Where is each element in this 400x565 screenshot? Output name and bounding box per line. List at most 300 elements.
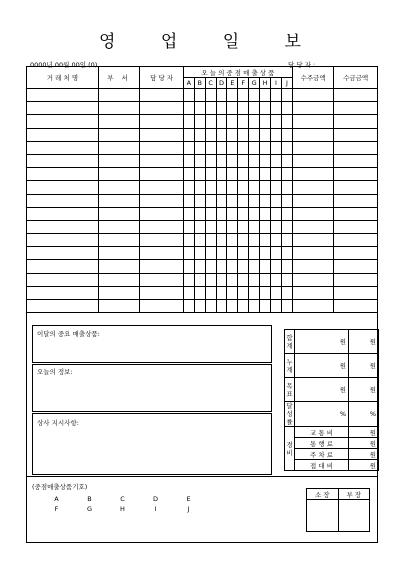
table-cell[interactable] — [98, 141, 139, 154]
table-cell[interactable] — [216, 286, 227, 299]
table-cell[interactable] — [205, 300, 216, 313]
table-cell[interactable] — [183, 234, 194, 247]
table-cell[interactable] — [194, 234, 205, 247]
col-client: 거 래 처 명 — [27, 67, 99, 89]
table-cell[interactable] — [249, 194, 260, 207]
table-cell[interactable] — [281, 181, 292, 194]
table-cell[interactable] — [216, 154, 227, 167]
table-cell[interactable] — [98, 286, 139, 299]
table-cell[interactable] — [205, 194, 216, 207]
table-cell[interactable] — [183, 220, 194, 233]
table-cell[interactable] — [271, 168, 282, 181]
table-cell[interactable] — [249, 273, 260, 286]
product-codes-heading: (중점매출상품기호) — [32, 483, 88, 491]
table-cell[interactable] — [194, 141, 205, 154]
table-cell[interactable] — [194, 247, 205, 260]
target-won-2: 원 — [349, 378, 379, 402]
total-won-2: 원 — [349, 330, 379, 354]
table-cell[interactable] — [238, 128, 249, 141]
expense-parking: 주 차 료 — [295, 449, 349, 460]
table-cell[interactable] — [205, 128, 216, 141]
table-cell[interactable] — [194, 168, 205, 181]
table-cell[interactable] — [249, 154, 260, 167]
table-cell[interactable] — [238, 260, 249, 273]
table-cell[interactable] — [194, 273, 205, 286]
table-cell[interactable] — [98, 300, 139, 313]
table-row — [27, 273, 378, 286]
table-cell[interactable] — [249, 207, 260, 220]
table-cell[interactable] — [271, 115, 282, 128]
table-cell[interactable] — [140, 194, 184, 207]
table-cell[interactable] — [238, 115, 249, 128]
table-cell[interactable] — [249, 300, 260, 313]
table-cell[interactable] — [281, 102, 292, 115]
table-cell[interactable] — [98, 194, 139, 207]
table-cell[interactable] — [98, 102, 139, 115]
table-cell[interactable] — [334, 234, 378, 247]
table-cell[interactable] — [140, 273, 184, 286]
table-cell[interactable] — [27, 234, 99, 247]
table-cell[interactable] — [292, 141, 333, 154]
table-cell[interactable] — [238, 207, 249, 220]
table-cell[interactable] — [140, 168, 184, 181]
table-cell[interactable] — [183, 141, 194, 154]
table-cell[interactable] — [140, 260, 184, 273]
table-cell[interactable] — [249, 181, 260, 194]
table-cell[interactable] — [281, 194, 292, 207]
table-cell[interactable] — [249, 89, 260, 102]
table-cell[interactable] — [271, 89, 282, 102]
table-cell[interactable] — [292, 273, 333, 286]
table-cell[interactable] — [227, 286, 238, 299]
table-cell[interactable] — [27, 115, 99, 128]
col-collect-amount: 수금금액 — [334, 67, 378, 89]
table-cell[interactable] — [292, 207, 333, 220]
table-cell[interactable] — [227, 89, 238, 102]
table-cell[interactable] — [205, 207, 216, 220]
table-cell[interactable] — [27, 102, 99, 115]
table-cell[interactable] — [216, 273, 227, 286]
table-cell[interactable] — [249, 220, 260, 233]
expense-entertainment: 접 대 비 — [295, 460, 349, 471]
table-cell[interactable] — [227, 194, 238, 207]
table-cell[interactable] — [227, 168, 238, 181]
table-row — [27, 247, 378, 260]
table-cell[interactable] — [260, 128, 271, 141]
table-cell[interactable] — [249, 168, 260, 181]
target-label: 목표 — [285, 378, 295, 402]
achievement-percent-2: % — [349, 402, 379, 427]
table-cell[interactable] — [227, 181, 238, 194]
table-cell[interactable] — [183, 207, 194, 220]
table-cell[interactable] — [260, 300, 271, 313]
table-cell[interactable] — [183, 286, 194, 299]
approval-manager-stamp[interactable] — [307, 500, 339, 532]
table-cell[interactable] — [227, 234, 238, 247]
table-cell[interactable] — [98, 207, 139, 220]
table-cell[interactable] — [27, 273, 99, 286]
table-cell[interactable] — [271, 220, 282, 233]
table-cell[interactable] — [334, 115, 378, 128]
table-cell[interactable] — [205, 89, 216, 102]
table-cell[interactable] — [334, 154, 378, 167]
table-cell[interactable] — [292, 286, 333, 299]
table-cell[interactable] — [216, 181, 227, 194]
table-cell[interactable] — [249, 115, 260, 128]
table-row — [27, 102, 378, 115]
table-cell[interactable] — [216, 115, 227, 128]
table-cell[interactable] — [238, 102, 249, 115]
table-cell[interactable] — [281, 154, 292, 167]
table-cell[interactable] — [227, 128, 238, 141]
table-cell[interactable] — [334, 260, 378, 273]
table-cell[interactable] — [238, 194, 249, 207]
table-cell[interactable] — [292, 154, 333, 167]
table-cell[interactable] — [27, 89, 99, 102]
table-cell[interactable] — [140, 141, 184, 154]
col-dept: 부 서 — [98, 67, 139, 89]
table-cell[interactable] — [271, 102, 282, 115]
table-cell[interactable] — [205, 168, 216, 181]
table-row — [27, 181, 378, 194]
table-cell[interactable] — [227, 247, 238, 260]
table-cell[interactable] — [227, 141, 238, 154]
table-cell[interactable] — [98, 128, 139, 141]
table-cell[interactable] — [292, 247, 333, 260]
table-cell[interactable] — [140, 102, 184, 115]
table-cell[interactable] — [98, 273, 139, 286]
table-cell[interactable] — [98, 115, 139, 128]
table-cell[interactable] — [281, 234, 292, 247]
table-cell[interactable] — [260, 154, 271, 167]
table-row — [27, 115, 378, 128]
table-cell[interactable] — [227, 115, 238, 128]
table-cell[interactable] — [271, 286, 282, 299]
table-cell[interactable] — [27, 286, 99, 299]
table-cell[interactable] — [27, 128, 99, 141]
table-row — [27, 154, 378, 167]
table-cell[interactable] — [194, 154, 205, 167]
table-cell[interactable] — [227, 220, 238, 233]
table-cell[interactable] — [98, 89, 139, 102]
table-cell[interactable] — [194, 102, 205, 115]
code-h: H — [120, 505, 125, 513]
table-cell[interactable] — [271, 141, 282, 154]
table-cell[interactable] — [227, 207, 238, 220]
table-cell[interactable] — [292, 168, 333, 181]
table-cell[interactable] — [98, 168, 139, 181]
table-cell[interactable] — [281, 115, 292, 128]
table-cell[interactable] — [194, 207, 205, 220]
table-cell[interactable] — [292, 89, 333, 102]
table-cell[interactable] — [260, 194, 271, 207]
col-product-e: E — [227, 78, 238, 89]
table-cell[interactable] — [281, 247, 292, 260]
table-cell[interactable] — [334, 128, 378, 141]
table-cell[interactable] — [216, 300, 227, 313]
table-cell[interactable] — [260, 260, 271, 273]
table-cell[interactable] — [281, 141, 292, 154]
table-cell[interactable] — [216, 234, 227, 247]
table-cell[interactable] — [27, 181, 99, 194]
table-cell[interactable] — [27, 207, 99, 220]
table-cell[interactable] — [238, 89, 249, 102]
table-cell[interactable] — [27, 154, 99, 167]
table-cell[interactable] — [183, 89, 194, 102]
table-cell[interactable] — [140, 247, 184, 260]
table-cell[interactable] — [98, 154, 139, 167]
table-cell[interactable] — [260, 273, 271, 286]
table-cell[interactable] — [183, 260, 194, 273]
table-cell[interactable] — [271, 300, 282, 313]
table-cell[interactable] — [249, 141, 260, 154]
table-cell[interactable] — [216, 247, 227, 260]
table-cell[interactable] — [249, 102, 260, 115]
table-cell[interactable] — [238, 181, 249, 194]
table-cell[interactable] — [271, 273, 282, 286]
table-cell[interactable] — [292, 220, 333, 233]
table-cell[interactable] — [227, 260, 238, 273]
table-cell[interactable] — [334, 89, 378, 102]
table-cell[interactable] — [249, 247, 260, 260]
table-cell[interactable] — [27, 300, 99, 313]
product-codes — [32, 482, 205, 515]
col-product-h: H — [260, 78, 271, 89]
table-cell[interactable] — [281, 220, 292, 233]
table-cell[interactable] — [271, 128, 282, 141]
table-cell[interactable] — [281, 260, 292, 273]
table-cell[interactable] — [249, 286, 260, 299]
table-cell[interactable] — [271, 247, 282, 260]
table-cell[interactable] — [205, 220, 216, 233]
table-cell[interactable] — [238, 286, 249, 299]
code-g: G — [86, 505, 93, 513]
table-cell[interactable] — [227, 300, 238, 313]
table-cell[interactable] — [183, 194, 194, 207]
boss-instructions-label: 상사 지시사항: — [37, 419, 79, 427]
table-cell[interactable] — [260, 286, 271, 299]
table-cell[interactable] — [334, 141, 378, 154]
table-cell[interactable] — [249, 260, 260, 273]
table-cell[interactable] — [27, 168, 99, 181]
page-title: 영 업 일 보 — [99, 32, 321, 52]
table-cell[interactable] — [227, 154, 238, 167]
table-cell[interactable] — [260, 220, 271, 233]
table-cell[interactable] — [260, 141, 271, 154]
table-cell[interactable] — [238, 234, 249, 247]
table-cell[interactable] — [140, 220, 184, 233]
table-cell[interactable] — [140, 207, 184, 220]
table-cell[interactable] — [260, 168, 271, 181]
expense-transport-won: 원 — [349, 427, 379, 438]
table-cell[interactable] — [194, 220, 205, 233]
table-cell[interactable] — [98, 181, 139, 194]
table-cell[interactable] — [292, 115, 333, 128]
table-cell[interactable] — [98, 234, 139, 247]
table-cell[interactable] — [260, 102, 271, 115]
table-cell[interactable] — [183, 128, 194, 141]
table-cell[interactable] — [205, 286, 216, 299]
col-product-f: F — [238, 78, 249, 89]
table-row — [27, 89, 378, 102]
table-cell[interactable] — [292, 194, 333, 207]
table-cell[interactable] — [216, 207, 227, 220]
table-cell[interactable] — [271, 207, 282, 220]
table-cell[interactable] — [140, 89, 184, 102]
code-d: D — [152, 495, 158, 503]
table-cell[interactable] — [238, 247, 249, 260]
table-cell[interactable] — [183, 102, 194, 115]
table-cell[interactable] — [260, 247, 271, 260]
table-cell[interactable] — [183, 247, 194, 260]
table-cell[interactable] — [194, 286, 205, 299]
table-cell[interactable] — [271, 260, 282, 273]
table-cell[interactable] — [140, 128, 184, 141]
table-cell[interactable] — [194, 89, 205, 102]
table-row — [27, 286, 378, 299]
table-cell[interactable] — [183, 168, 194, 181]
table-cell[interactable] — [292, 300, 333, 313]
table-cell[interactable] — [27, 194, 99, 207]
table-cell[interactable] — [194, 181, 205, 194]
approval-director-stamp[interactable] — [338, 500, 370, 532]
table-cell[interactable] — [334, 273, 378, 286]
table-cell[interactable] — [281, 273, 292, 286]
table-cell[interactable] — [140, 234, 184, 247]
table-cell[interactable] — [140, 286, 184, 299]
table-cell[interactable] — [183, 273, 194, 286]
table-cell[interactable] — [216, 128, 227, 141]
table-cell[interactable] — [183, 154, 194, 167]
table-row — [27, 300, 378, 313]
table-cell[interactable] — [205, 260, 216, 273]
table-cell[interactable] — [194, 260, 205, 273]
table-cell[interactable] — [271, 181, 282, 194]
col-product-c: C — [205, 78, 216, 89]
table-cell[interactable] — [216, 220, 227, 233]
table-cell[interactable] — [194, 128, 205, 141]
table-cell[interactable] — [271, 234, 282, 247]
achievement-percent: % — [295, 402, 349, 427]
cumulative-won: 원 — [295, 354, 349, 378]
table-row — [27, 128, 378, 141]
table-cell[interactable] — [334, 102, 378, 115]
col-product-d: D — [216, 78, 227, 89]
table-cell[interactable] — [183, 300, 194, 313]
table-cell[interactable] — [216, 168, 227, 181]
table-cell[interactable] — [98, 220, 139, 233]
table-cell[interactable] — [140, 181, 184, 194]
table-cell[interactable] — [227, 273, 238, 286]
table-cell[interactable] — [260, 181, 271, 194]
table-cell[interactable] — [281, 168, 292, 181]
table-cell[interactable] — [183, 115, 194, 128]
table-cell[interactable] — [238, 154, 249, 167]
table-cell[interactable] — [238, 220, 249, 233]
table-cell[interactable] — [205, 102, 216, 115]
table-cell[interactable] — [334, 220, 378, 233]
table-cell[interactable] — [260, 89, 271, 102]
table-cell[interactable] — [334, 300, 378, 313]
table-cell[interactable] — [205, 273, 216, 286]
table-cell[interactable] — [334, 247, 378, 260]
table-cell[interactable] — [292, 102, 333, 115]
table-cell[interactable] — [334, 207, 378, 220]
table-cell[interactable] — [292, 128, 333, 141]
table-cell[interactable] — [183, 181, 194, 194]
table-cell[interactable] — [216, 260, 227, 273]
table-cell[interactable] — [281, 300, 292, 313]
table-cell[interactable] — [98, 260, 139, 273]
table-cell[interactable] — [194, 115, 205, 128]
table-cell[interactable] — [238, 141, 249, 154]
table-cell[interactable] — [249, 234, 260, 247]
table-cell[interactable] — [216, 141, 227, 154]
table-cell[interactable] — [249, 128, 260, 141]
table-cell[interactable] — [238, 273, 249, 286]
table-cell[interactable] — [281, 128, 292, 141]
table-cell[interactable] — [27, 141, 99, 154]
expense-label: 경비 — [285, 427, 295, 471]
table-cell[interactable] — [205, 115, 216, 128]
target-won: 원 — [295, 378, 349, 402]
table-cell[interactable] — [334, 286, 378, 299]
table-cell[interactable] — [334, 181, 378, 194]
table-cell[interactable] — [292, 234, 333, 247]
table-cell[interactable] — [281, 286, 292, 299]
table-cell[interactable] — [98, 247, 139, 260]
table-cell[interactable] — [205, 234, 216, 247]
table-cell[interactable] — [194, 300, 205, 313]
table-cell[interactable] — [334, 168, 378, 181]
table-cell[interactable] — [205, 141, 216, 154]
table-cell[interactable] — [281, 89, 292, 102]
table-cell[interactable] — [140, 115, 184, 128]
table-cell[interactable] — [205, 247, 216, 260]
table-cell[interactable] — [238, 168, 249, 181]
today-info-label: 오늘의 정보: — [37, 368, 73, 376]
table-cell[interactable] — [140, 154, 184, 167]
table-cell[interactable] — [271, 154, 282, 167]
table-cell[interactable] — [292, 260, 333, 273]
table-row — [27, 260, 378, 273]
table-cell[interactable] — [227, 102, 238, 115]
table-cell[interactable] — [281, 207, 292, 220]
table-cell[interactable] — [205, 181, 216, 194]
table-cell[interactable] — [140, 300, 184, 313]
table-cell[interactable] — [194, 194, 205, 207]
table-cell[interactable] — [271, 194, 282, 207]
table-cell[interactable] — [334, 194, 378, 207]
table-cell[interactable] — [216, 89, 227, 102]
table-cell[interactable] — [216, 194, 227, 207]
col-product-g: G — [249, 78, 260, 89]
table-cell[interactable] — [260, 207, 271, 220]
table-cell[interactable] — [260, 115, 271, 128]
table-cell[interactable] — [216, 102, 227, 115]
col-product-group: 오 늘 의 중 점 매 출 상 품 — [183, 67, 292, 78]
table-cell[interactable] — [205, 154, 216, 167]
approval-director-label: 부 장 — [338, 489, 370, 500]
table-cell[interactable] — [27, 247, 99, 260]
table-cell[interactable] — [260, 234, 271, 247]
col-product-j: J — [281, 78, 292, 89]
table-row — [27, 207, 378, 220]
table-cell[interactable] — [27, 260, 99, 273]
table-cell[interactable] — [27, 220, 99, 233]
table-cell[interactable] — [238, 300, 249, 313]
table-cell[interactable] — [292, 181, 333, 194]
